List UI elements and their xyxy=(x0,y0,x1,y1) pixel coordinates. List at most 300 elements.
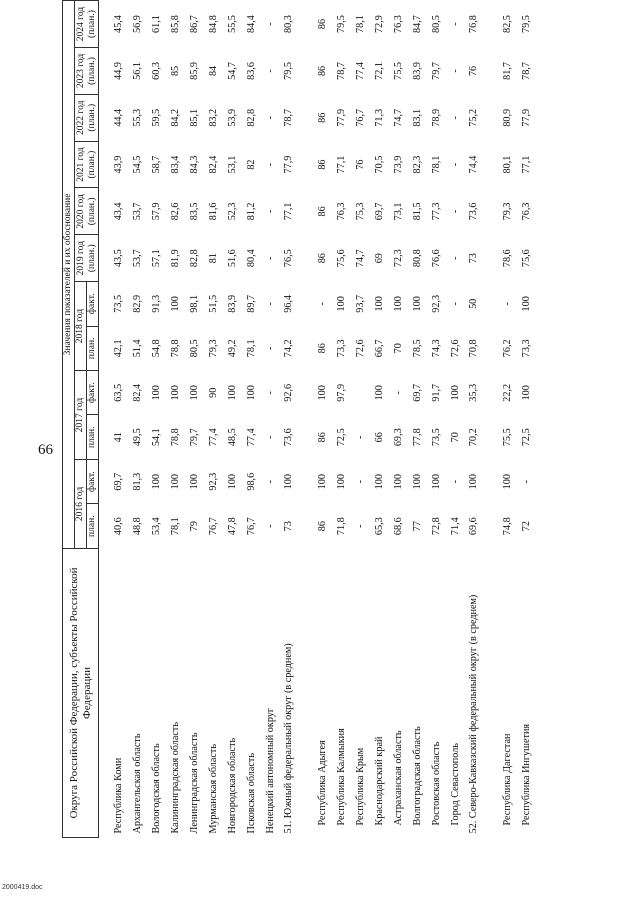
page-number: 66 xyxy=(38,442,53,458)
value-cell: 84,2 xyxy=(170,108,181,127)
row-region-name: Новгородская область xyxy=(227,737,238,834)
value-cell: 100 xyxy=(283,474,294,490)
value-cell: 100 xyxy=(374,474,385,490)
value-cell: - xyxy=(265,256,276,260)
value-cell: 80,9 xyxy=(502,108,513,127)
value-cell: 83,6 xyxy=(246,62,257,80)
value-cell: 73 xyxy=(283,521,294,532)
row-region-name: Вологодская область xyxy=(151,743,162,834)
table-row xyxy=(498,1,517,838)
value-cell: 69,7 xyxy=(412,383,423,402)
value-cell: 73,3 xyxy=(336,339,347,358)
value-cell: 78,8 xyxy=(170,339,181,358)
value-cell: 69,3 xyxy=(393,428,404,447)
value-cell: 72,3 xyxy=(393,249,404,268)
value-cell: 100 xyxy=(336,296,347,312)
header-fact: факт. xyxy=(87,371,99,415)
row-region-name: Город Севастополь xyxy=(450,743,461,826)
value-cell: 77,9 xyxy=(521,108,532,127)
value-cell: 83,5 xyxy=(189,202,200,221)
value-cell: 51,6 xyxy=(227,249,238,268)
header-year-2016: 2016 год xyxy=(75,459,87,548)
value-cell: 81,2 xyxy=(246,202,257,221)
footer-filename: 2000419.doc xyxy=(2,884,43,891)
value-cell: 73,6 xyxy=(468,202,479,221)
value-cell: 80,3 xyxy=(283,15,294,33)
value-cell: 83,1 xyxy=(412,108,423,127)
value-cell: 53,1 xyxy=(227,155,238,174)
value-cell: - xyxy=(450,22,461,26)
value-cell: - xyxy=(502,302,513,306)
value-cell: 77,9 xyxy=(283,155,294,174)
row-region-name: Республика Крым xyxy=(355,747,366,826)
value-cell: - xyxy=(265,480,276,484)
value-cell: 76,3 xyxy=(336,202,347,221)
value-cell: 73,5 xyxy=(113,294,124,313)
header-year-2021: 2021 год (план.) xyxy=(75,141,99,188)
value-cell: 83,2 xyxy=(208,108,219,127)
header-year-2019: 2019 год (план.) xyxy=(75,235,99,282)
value-cell: - xyxy=(450,302,461,306)
row-region-name: Псковская область xyxy=(246,753,257,834)
value-cell: 77,1 xyxy=(336,155,347,174)
value-cell: - xyxy=(265,22,276,26)
value-cell: 73,6 xyxy=(283,428,294,447)
table-row xyxy=(185,1,204,838)
value-cell: 69,7 xyxy=(113,472,124,491)
value-cell: 79,5 xyxy=(521,15,532,33)
value-cell: 76,8 xyxy=(468,15,479,33)
value-cell: 48,5 xyxy=(227,428,238,447)
value-cell: 61,1 xyxy=(151,15,162,33)
value-cell: 54,1 xyxy=(151,428,162,447)
value-cell: 76,3 xyxy=(393,15,404,33)
value-cell: 72,5 xyxy=(521,428,532,447)
value-cell: 85,1 xyxy=(189,108,200,127)
value-cell: 100 xyxy=(374,385,385,401)
value-cell: - xyxy=(265,162,276,167)
value-cell: 74,3 xyxy=(431,339,442,358)
value-cell: 43,4 xyxy=(113,202,124,221)
value-cell: 43,5 xyxy=(113,249,124,268)
value-cell: 53,7 xyxy=(132,249,143,268)
value-cell: - xyxy=(450,209,461,214)
value-cell: 75,5 xyxy=(502,428,513,447)
value-cell: 86 xyxy=(317,112,328,123)
header-year-2024: 2024 год (план.) xyxy=(75,1,99,48)
value-cell: 100 xyxy=(450,385,461,401)
value-cell: 78,5 xyxy=(412,339,423,358)
header-plan: план. xyxy=(87,504,99,548)
value-cell: 54,5 xyxy=(132,155,143,174)
value-cell: 100 xyxy=(393,474,404,490)
value-cell: 60,3 xyxy=(151,62,162,80)
row-region-name: Республика Дагестан xyxy=(502,733,513,826)
header-plan: план. xyxy=(87,326,99,370)
rotated-table-wrapper xyxy=(62,0,622,838)
value-cell: 82,4 xyxy=(208,155,219,174)
value-cell: - xyxy=(450,162,461,167)
spacer-cell xyxy=(99,1,110,838)
value-cell: 76,7 xyxy=(246,517,257,536)
value-cell: 55,3 xyxy=(132,108,143,127)
value-cell: 81,3 xyxy=(132,472,143,491)
header-values-group: Значения показателей и их обоснование xyxy=(63,1,75,549)
value-cell: 76,3 xyxy=(521,202,532,221)
value-cell: 98,1 xyxy=(189,294,200,313)
value-cell: 77,4 xyxy=(246,428,257,447)
value-cell: 75,2 xyxy=(468,108,479,127)
value-cell: 78,7 xyxy=(336,62,347,80)
value-cell: 78,1 xyxy=(355,15,366,33)
value-cell: 44,9 xyxy=(113,62,124,80)
value-cell: 76,7 xyxy=(355,108,366,127)
value-cell: 84,4 xyxy=(246,15,257,33)
value-cell: 63,5 xyxy=(113,383,124,402)
value-cell: 100 xyxy=(521,296,532,312)
value-cell: 72,6 xyxy=(355,339,366,358)
header-year-2017: 2017 год xyxy=(75,371,87,460)
row-region-name: Архангельская область xyxy=(132,733,143,834)
row-region-name: Волгоградская область xyxy=(412,726,423,826)
value-cell: 71,4 xyxy=(450,517,461,536)
table-row xyxy=(313,1,332,838)
value-cell: 51,4 xyxy=(132,339,143,358)
value-cell: 51,5 xyxy=(208,294,219,313)
value-cell: 75,5 xyxy=(393,62,404,80)
value-cell: - xyxy=(265,69,276,73)
row-region-name: Республика Ингушетия xyxy=(521,723,532,826)
value-cell: 86 xyxy=(317,159,328,170)
value-cell: 78,7 xyxy=(521,62,532,80)
value-cell: 69,7 xyxy=(374,202,385,221)
value-cell: 77 xyxy=(412,521,423,532)
value-cell: 53,7 xyxy=(132,202,143,221)
value-cell: 72,1 xyxy=(374,62,385,80)
value-cell: 81,6 xyxy=(208,202,219,221)
table-row xyxy=(427,1,446,838)
value-cell: 83,9 xyxy=(412,62,423,80)
value-cell: 100 xyxy=(189,385,200,401)
spacer-row xyxy=(99,1,110,838)
value-cell: 45,4 xyxy=(113,15,124,33)
value-cell: 100 xyxy=(468,474,479,490)
value-cell: 76,2 xyxy=(502,339,513,358)
value-cell: 68,6 xyxy=(393,517,404,536)
header-year-2023: 2023 год (план.) xyxy=(75,48,99,95)
table-row xyxy=(242,1,261,838)
value-cell: 100 xyxy=(412,474,423,490)
value-cell: 78,1 xyxy=(170,517,181,536)
value-cell: 100 xyxy=(502,474,513,490)
value-cell: 70 xyxy=(450,432,461,443)
value-cell: 100 xyxy=(189,474,200,490)
row-region-name: Республика Адыгея xyxy=(317,740,328,826)
value-cell: 74,7 xyxy=(393,108,404,127)
value-cell: - xyxy=(450,69,461,73)
value-cell: 49,2 xyxy=(227,339,238,358)
value-cell: 84,8 xyxy=(208,15,219,33)
value-cell: 77,9 xyxy=(336,108,347,127)
value-cell: 82,9 xyxy=(132,294,143,313)
table-header xyxy=(63,1,99,838)
table-body xyxy=(99,1,537,838)
table-row xyxy=(517,1,536,838)
value-cell: 82,8 xyxy=(246,108,257,127)
row-region-name: Республика Калмыкия xyxy=(336,728,347,826)
value-cell: 92,3 xyxy=(431,294,442,313)
value-cell: 80,4 xyxy=(246,249,257,268)
value-cell: 85,9 xyxy=(189,62,200,80)
value-cell: 80,1 xyxy=(502,155,513,174)
value-cell: 78,1 xyxy=(246,339,257,358)
value-cell: 84,7 xyxy=(412,15,423,33)
value-cell: 78,9 xyxy=(431,108,442,127)
value-cell: 100 xyxy=(227,474,238,490)
value-cell: 75,3 xyxy=(355,202,366,221)
value-cell: 73,3 xyxy=(521,339,532,358)
value-cell: 40,6 xyxy=(113,517,124,536)
value-cell: 84 xyxy=(208,65,219,77)
value-cell: 80,5 xyxy=(431,15,442,33)
table-row xyxy=(261,1,280,838)
value-cell: 83,4 xyxy=(170,155,181,174)
value-cell: - xyxy=(355,480,366,484)
value-cell: 98,6 xyxy=(246,472,257,491)
value-cell: 100 xyxy=(170,385,181,401)
value-cell: 82,8 xyxy=(189,249,200,268)
value-cell: 47,8 xyxy=(227,517,238,536)
value-cell: 53,9 xyxy=(227,108,238,127)
value-cell: 81,9 xyxy=(170,249,181,268)
value-cell: 86 xyxy=(317,253,328,264)
value-cell: 100 xyxy=(336,474,347,490)
table-row xyxy=(408,1,427,838)
value-cell: - xyxy=(265,391,276,395)
value-cell: - xyxy=(450,116,461,120)
value-cell: 56,1 xyxy=(132,62,143,80)
value-cell: 86 xyxy=(317,432,328,443)
value-cell: 85 xyxy=(170,65,181,77)
table-row xyxy=(166,1,185,838)
value-cell: 75,6 xyxy=(521,249,532,268)
value-cell: 42,1 xyxy=(113,339,124,358)
value-cell: 86 xyxy=(317,65,328,77)
value-cell: 79,7 xyxy=(431,62,442,80)
value-cell: 48,8 xyxy=(132,517,143,536)
value-cell: 72,6 xyxy=(450,339,461,358)
value-cell: 69,6 xyxy=(468,517,479,536)
row-region-name: Ростовская область xyxy=(431,741,442,826)
value-cell: 78,8 xyxy=(170,428,181,447)
value-cell: 74,4 xyxy=(468,155,479,174)
value-cell: - xyxy=(355,435,366,439)
value-cell: 93,7 xyxy=(355,294,366,313)
value-cell: 73 xyxy=(468,253,479,264)
value-cell: - xyxy=(265,346,276,350)
header-year-2018: 2018 год xyxy=(75,282,87,371)
table-row xyxy=(147,1,166,838)
value-cell: 100 xyxy=(393,296,404,312)
value-cell: 100 xyxy=(151,474,162,490)
value-cell: 74,8 xyxy=(502,517,513,536)
value-cell: 75,6 xyxy=(336,249,347,268)
value-cell: 70 xyxy=(393,343,404,354)
table-row xyxy=(389,1,408,838)
table-row xyxy=(446,1,465,838)
value-cell: 57,1 xyxy=(151,249,162,268)
district-row xyxy=(280,1,313,838)
value-cell: 85,8 xyxy=(170,15,181,33)
value-cell: 77,4 xyxy=(355,62,366,80)
value-cell: 70,8 xyxy=(468,339,479,358)
value-cell: - xyxy=(450,256,461,260)
value-cell: 82,5 xyxy=(502,15,513,33)
value-cell: 78,7 xyxy=(283,108,294,127)
value-cell: 100 xyxy=(317,474,328,490)
row-region-name: 51. Южный федеральный округ (в среднем) xyxy=(283,643,294,834)
value-cell: 100 xyxy=(431,474,442,490)
value-cell: 80,5 xyxy=(189,339,200,358)
value-cell: 86,7 xyxy=(189,15,200,33)
row-region-name: Калининградская область xyxy=(170,722,181,834)
value-cell: 76 xyxy=(468,65,479,77)
value-cell: 53,4 xyxy=(151,517,162,536)
value-cell: 57,9 xyxy=(151,202,162,221)
header-fact: факт. xyxy=(87,282,99,326)
row-region-name: Астраханская область xyxy=(393,730,404,826)
value-cell: 50 xyxy=(468,298,479,309)
value-cell: - xyxy=(317,302,328,306)
value-cell: 72,9 xyxy=(374,15,385,33)
value-cell: 52,3 xyxy=(227,202,238,221)
value-cell: 56,9 xyxy=(132,15,143,33)
value-cell: 72,8 xyxy=(431,517,442,536)
table-row xyxy=(332,1,351,838)
value-cell: 71,8 xyxy=(336,517,347,536)
value-cell: 81,7 xyxy=(502,62,513,80)
district-row xyxy=(465,1,498,838)
value-cell: 86 xyxy=(317,343,328,354)
value-cell: - xyxy=(265,524,276,528)
value-cell: 79,5 xyxy=(336,15,347,33)
value-cell: 74,2 xyxy=(283,339,294,358)
value-cell xyxy=(351,371,370,415)
value-cell: 81,5 xyxy=(412,202,423,221)
value-cell: 69 xyxy=(374,253,385,264)
value-cell: 100 xyxy=(227,385,238,401)
value-cell: 100 xyxy=(170,296,181,312)
row-region-name: Краснодарский край xyxy=(374,736,385,826)
value-cell: 81 xyxy=(208,253,219,264)
value-cell: 100 xyxy=(246,385,257,401)
value-cell: 79,7 xyxy=(189,428,200,447)
row-region-name: 52. Северо-Кавказский федеральный округ (в среднем) xyxy=(468,594,479,834)
value-cell: 82,6 xyxy=(170,202,181,221)
value-cell: 70,5 xyxy=(374,155,385,174)
value-cell: 100 xyxy=(374,296,385,312)
value-cell: 100 xyxy=(521,385,532,401)
table-row xyxy=(128,1,147,838)
value-cell: 92,3 xyxy=(208,472,219,491)
value-cell: 22,2 xyxy=(502,383,513,402)
value-cell: 66,7 xyxy=(374,339,385,358)
value-cell: - xyxy=(355,524,366,528)
value-cell: 55,5 xyxy=(227,15,238,33)
value-cell: - xyxy=(521,480,532,484)
header-fact: факт. xyxy=(87,459,99,503)
value-cell: 79 xyxy=(189,521,200,532)
value-cell: 44,4 xyxy=(113,108,124,127)
table-row xyxy=(351,1,370,838)
value-cell: 41 xyxy=(113,432,124,443)
value-cell: - xyxy=(265,209,276,214)
value-cell: 86 xyxy=(317,206,328,217)
value-cell: 92,6 xyxy=(283,383,294,402)
value-cell: 77,1 xyxy=(521,155,532,174)
value-cell: 76,5 xyxy=(283,249,294,268)
value-cell: 49,5 xyxy=(132,428,143,447)
value-cell: - xyxy=(265,435,276,439)
value-cell: 72,5 xyxy=(336,428,347,447)
value-cell: - xyxy=(265,116,276,120)
value-cell: 73,1 xyxy=(393,202,404,221)
value-cell: 76 xyxy=(355,159,366,170)
value-cell: 79,3 xyxy=(502,202,513,221)
value-cell: 77,8 xyxy=(412,428,423,447)
row-region-name: Ненецкий автономный округ xyxy=(265,707,276,834)
value-cell: 43,9 xyxy=(113,155,124,174)
value-cell: 77,4 xyxy=(208,428,219,447)
value-cell: 91,3 xyxy=(151,294,162,313)
row-region-name: Ленинградская область xyxy=(189,732,200,834)
value-cell: 100 xyxy=(317,385,328,401)
value-cell: 83,9 xyxy=(227,294,238,313)
table-row xyxy=(370,1,389,838)
value-cell: 86 xyxy=(317,18,328,30)
header-year-2022: 2022 год (план.) xyxy=(75,94,99,141)
value-cell: 86 xyxy=(317,521,328,532)
value-cell: 54,8 xyxy=(151,339,162,358)
value-cell: 100 xyxy=(170,474,181,490)
value-cell: 96,4 xyxy=(283,294,294,313)
value-cell: 80,8 xyxy=(412,249,423,268)
value-cell: 82 xyxy=(246,159,257,170)
row-region-name: Мурманская область xyxy=(208,743,219,834)
table-row xyxy=(223,1,242,838)
value-cell: 77,1 xyxy=(283,202,294,221)
value-cell: 35,3 xyxy=(468,383,479,402)
value-cell: 73,9 xyxy=(393,155,404,174)
value-cell: 97,9 xyxy=(336,383,347,402)
table-row xyxy=(204,1,223,838)
value-cell: 58,7 xyxy=(151,155,162,174)
value-cell: 82,4 xyxy=(132,383,143,402)
value-cell: 74,7 xyxy=(355,249,366,268)
value-cell: 76,6 xyxy=(431,249,442,268)
value-cell: 76,7 xyxy=(208,517,219,536)
row-region-name: Республика Коми xyxy=(113,757,124,834)
value-cell: 91,7 xyxy=(431,383,442,402)
value-cell: 78,6 xyxy=(502,249,513,268)
value-cell: 90 xyxy=(208,387,219,398)
value-cell: 79,3 xyxy=(208,339,219,358)
header-region: Округа Российской Федерации, субъекты Российской Федерации xyxy=(63,548,99,837)
value-cell: 100 xyxy=(412,296,423,312)
value-cell: 65,3 xyxy=(374,517,385,536)
header-year-2020: 2020 год (план.) xyxy=(75,188,99,235)
value-cell: - xyxy=(265,302,276,306)
